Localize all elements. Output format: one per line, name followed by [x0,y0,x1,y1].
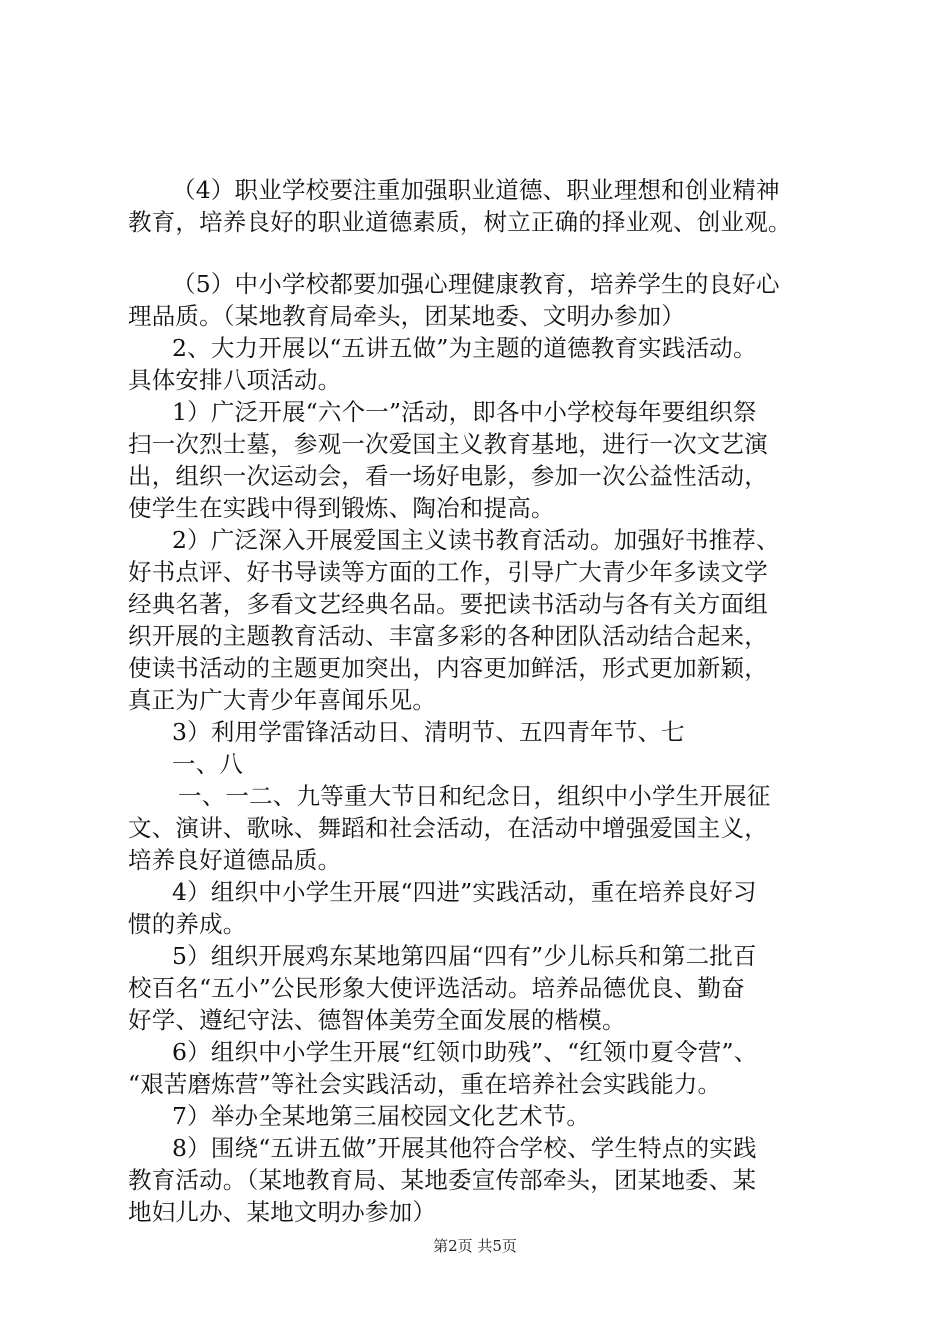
text-line: 织开展的主题教育活动、丰富多彩的各种团队活动结合起来， [128,622,768,650]
text-line: 出，组织一次运动会，看一场好电影，参加一次公益性活动， [128,462,768,490]
text-line: 地妇儿办、某地文明办参加） [128,1198,437,1226]
text-line: 一、一二、九等重大节日和纪念日，组织中小学生开展征 [178,782,771,810]
text-line: 好学、遵纪守法、德智体美劳全面发展的楷模。 [128,1006,626,1034]
text-line: “艰苦磨炼营”等社会实践活动，重在培养社会实践能力。 [128,1070,722,1098]
text-line: 2、大力开展以“五讲五做”为主题的道德教育实践活动。 [172,334,757,362]
text-line: 8）围绕“五讲五做”开展其他符合学校、学生特点的实践 [172,1134,757,1162]
text-line: 使读书活动的主题更加突出，内容更加鲜活，形式更加新颖， [128,654,768,682]
text-line: 文、演讲、歌咏、舞蹈和社会活动，在活动中增强爱国主义， [128,814,768,842]
text-line: （4）职业学校要注重加强职业道德、职业理想和创业精神 [172,176,780,204]
text-line: 使学生在实践中得到锻炼、陶冶和提高。 [128,494,555,522]
text-line: 经典名著，多看文艺经典名品。要把读书活动与各有关方面组 [128,590,768,618]
text-line: 3）利用学雷锋活动日、清明节、五四青年节、七 [172,718,685,746]
text-line: 理品质。（某地教育局牵头，团某地委、文明办参加） [128,302,686,330]
text-line: 1）广泛开展“六个一”活动，即各中小学校每年要组织祭 [172,398,757,426]
text-line: 2）广泛深入开展爱国主义读书教育活动。加强好书推荐、 [172,526,780,554]
text-line: 惯的养成。 [128,910,247,938]
text-line: （5）中小学校都要加强心理健康教育，培养学生的良好心 [172,270,780,298]
text-line: 扫一次烈士墓，参观一次爱国主义教育基地，进行一次文艺演 [128,430,768,458]
text-line: 教育活动。（某地教育局、某地委宣传部牵头，团某地委、某 [128,1166,757,1194]
text-line: 7）举办全某地第三届校园文化艺术节。 [172,1102,591,1130]
text-line: 5）组织开展鸡东某地第四届“四有”少儿标兵和第二批百 [172,942,757,970]
text-line: 具体安排八项活动。 [128,366,342,394]
text-line: 培养良好道德品质。 [128,846,342,874]
text-line: 4）组织中小学生开展“四进”实践活动，重在培养良好习 [172,878,757,906]
text-line: 真正为广大青少年喜闻乐见。 [128,686,437,714]
text-line: 6）组织中小学生开展“红领巾助残”、“红领巾夏令营”、 [172,1038,758,1066]
text-line: 校百名“五小”公民形象大使评选活动。培养品德优良、勤奋 [128,974,745,1002]
text-line: 一、八 [172,750,244,778]
page-number-footer: 第2页 共5页 [433,1237,517,1255]
text-line: 好书点评、好书导读等方面的工作，引导广大青少年多读文学 [128,558,768,586]
text-line: 教育，培养良好的职业道德素质，树立正确的择业观、创业观。 [128,208,792,236]
